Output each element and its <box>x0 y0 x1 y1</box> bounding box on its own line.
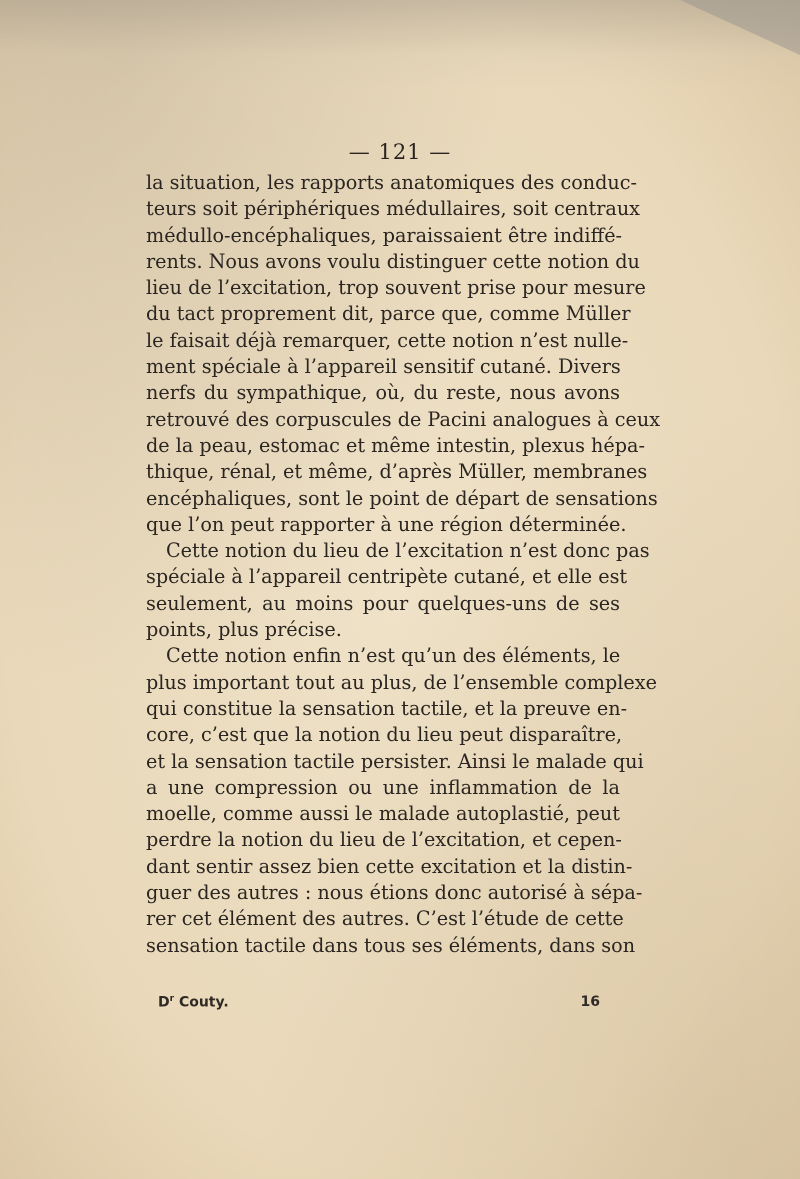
text-line: que l’on peut rapporter à une région déterminée. <box>146 512 627 536</box>
text-line: perdre la notion du lieu de l’excitation, et cepen- <box>146 828 622 852</box>
text-line: Cette notion du lieu de l’excitation n’est donc pas <box>166 539 650 563</box>
text-line: a une compression ou une inflammation de la <box>146 775 620 799</box>
text-line: dant sentir assez bien cette excitation et la distin- <box>146 854 633 878</box>
text-line: thique, rénal, et même, d’après Müller, membranes <box>146 460 648 484</box>
author-prefix: D <box>158 994 170 1011</box>
text-line: le faisait déjà remarquer, cette notion n’est nulle- <box>146 328 629 352</box>
text-line: ment spéciale à l’appareil sensitif cutané. Divers <box>146 355 621 379</box>
text-line: retrouvé des corpuscules de Pacini analogues à ceux <box>146 407 661 431</box>
text-line: rer cet élément des autres. C’est l’étude de cette <box>146 907 624 931</box>
text-line: sensation tactile dans tous ses éléments, dans son <box>146 933 636 957</box>
text-line: encéphaliques, sont le point de départ de sensations <box>146 486 658 510</box>
text-line: points, plus précise. <box>146 618 342 642</box>
text-line: Cette notion enfin n’est qu’un des éléments, le <box>166 644 621 668</box>
page-corner-fold <box>680 0 800 55</box>
text-line: et la sensation tactile persister. Ainsi le malade qui <box>146 749 644 773</box>
text-line: moelle, comme aussi le malade autoplastié, peut <box>146 802 620 826</box>
text-line: spéciale à l’appareil centripète cutané, et elle est <box>146 565 628 589</box>
signature-mark: 16 <box>580 994 600 1010</box>
author-name: Couty. <box>174 994 229 1011</box>
text-line: guer des autres : nous étions donc autorisé à sépa- <box>146 881 643 905</box>
text-line: teurs soit périphériques médullaires, soit centraux <box>146 197 640 221</box>
text-line: core, c’est que la notion du lieu peut disparaître, <box>146 723 623 747</box>
body-text <box>146 170 661 959</box>
author-superscript: r <box>169 994 175 1004</box>
text-line: plus important tout au plus, de l’ensemble complexe <box>146 670 657 694</box>
text-line: médullo-encéphaliques, paraissaient être indiffé- <box>146 223 623 247</box>
text-line: seulement, au moins pour quelques-uns de ses <box>146 591 620 615</box>
text-line: la situation, les rapports anatomiques des conduc- <box>146 171 637 194</box>
text-line: rents. Nous avons voulu distinguer cette notion du <box>146 249 640 273</box>
author-credit <box>158 994 229 1011</box>
page-number: — 121 — <box>348 140 452 164</box>
text-line: lieu de l’excitation, trop souvent prise pour mesure <box>146 276 646 300</box>
text-line: nerfs du sympathique, où, du reste, nous avons <box>146 381 620 405</box>
text-line: qui constitue la sensation tactile, et la preuve en- <box>146 696 628 720</box>
text-line: de la peau, estomac et même intestin, plexus hépa- <box>146 433 645 457</box>
text-line: du tact proprement dit, parce que, comme Müller <box>146 302 631 326</box>
